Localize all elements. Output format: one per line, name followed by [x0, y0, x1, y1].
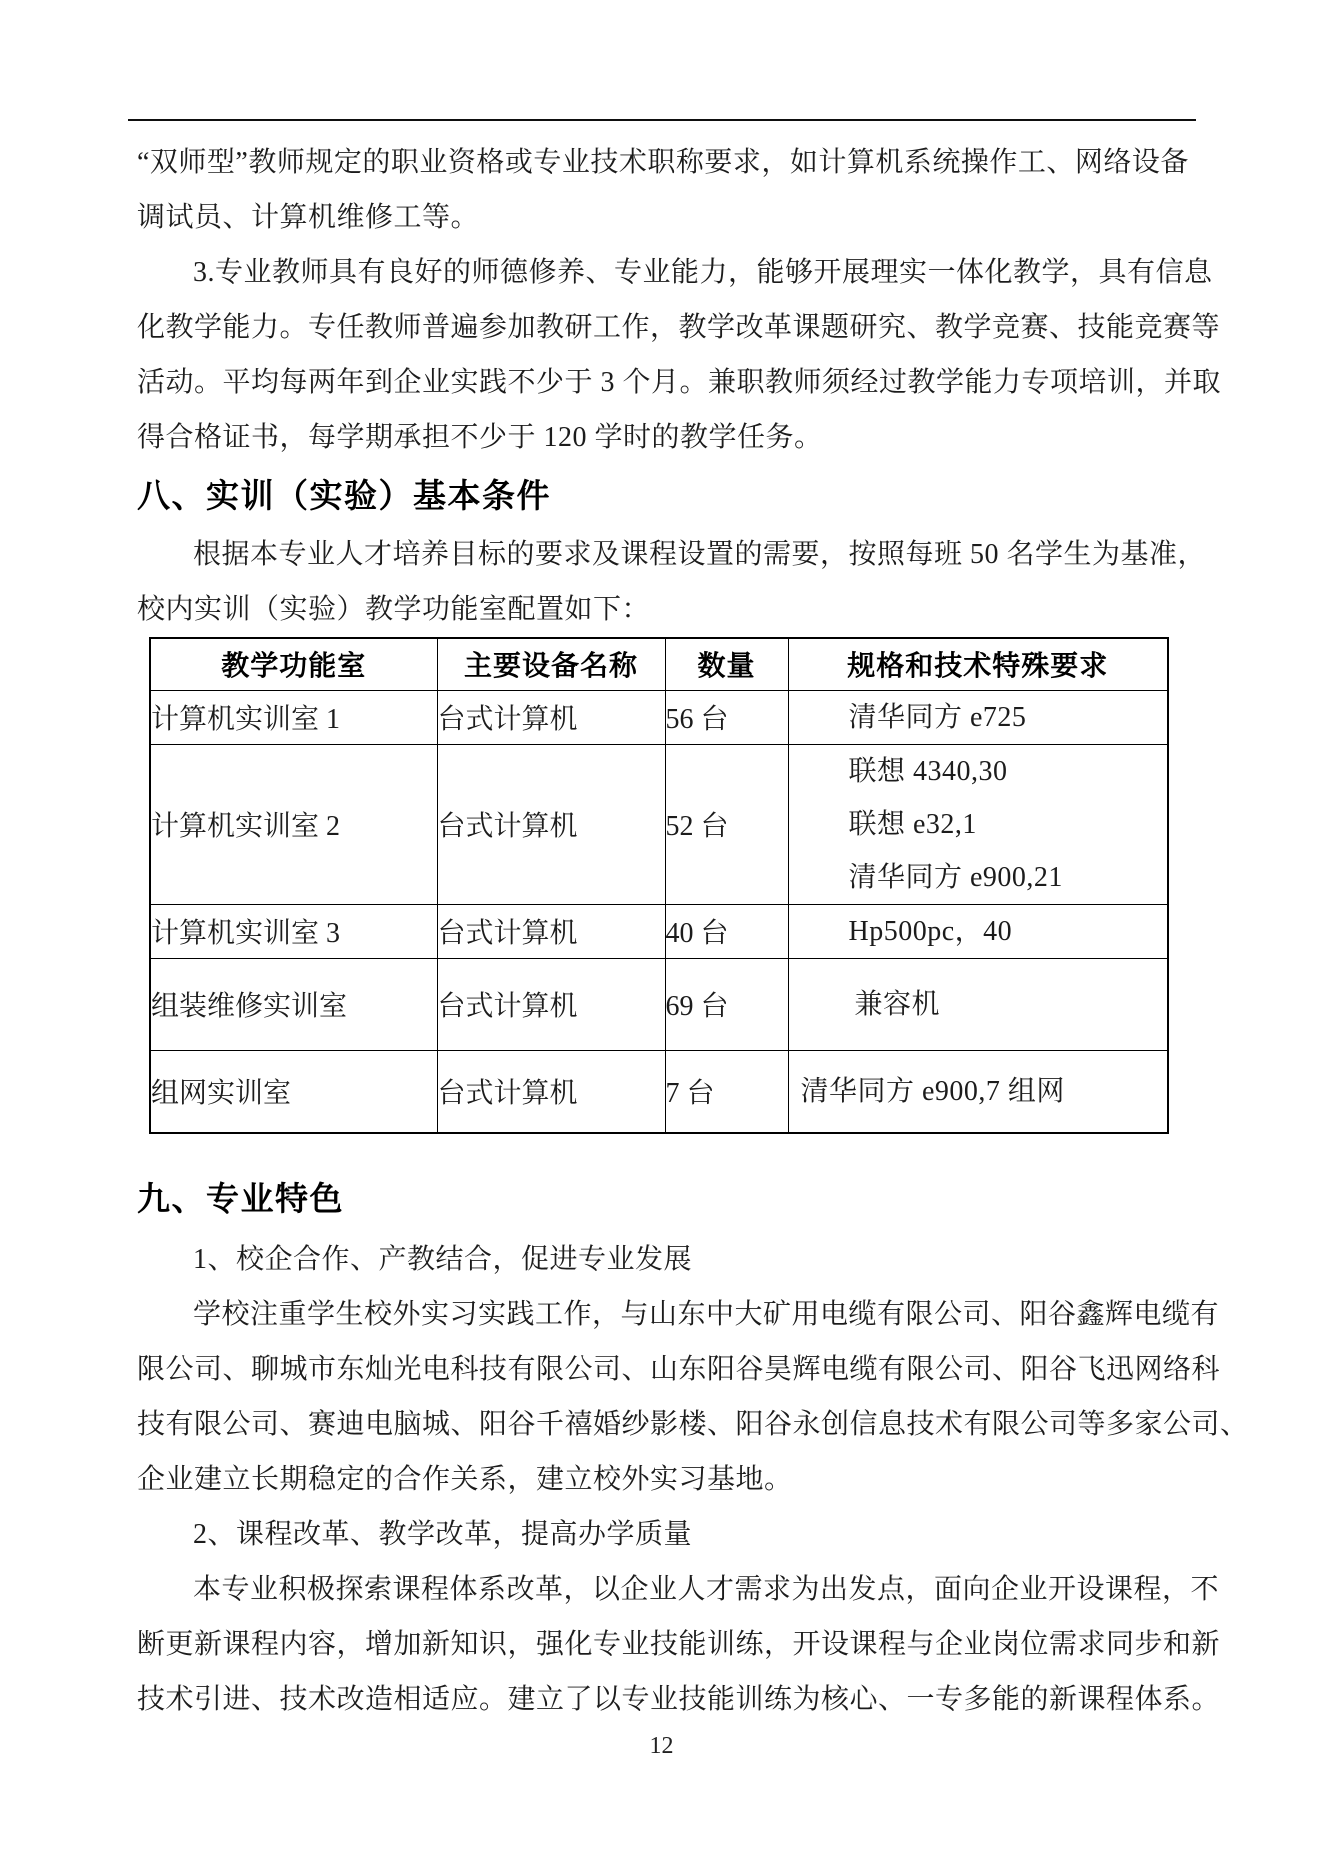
paragraph-line: 企业建立长期稳定的合作关系，建立校外实习基地。 [137, 1464, 793, 1495]
table-header-room: 教学功能室 [150, 638, 437, 690]
table-row [150, 1050, 1168, 1133]
spec-line: Hp500pc，40 [848, 915, 1013, 947]
cell-room: 计算机实训室 3 [150, 904, 437, 958]
page-content [137, 0, 1249, 1727]
paragraph-cooperation-body [137, 1287, 1249, 1507]
paragraph-line: 1、校企合作、产教结合，促进专业发展 [193, 1244, 693, 1275]
spec-line: 清华同方 e725 [848, 701, 1027, 733]
paragraph-line: 化教学能力。专任教师普遍参加教研工作，教学改革课题研究、教学竞赛、技能竞赛等 [137, 312, 1221, 343]
spec-line: 清华同方 e900,21 [848, 861, 1063, 893]
paragraph-line: 根据本专业人才培养目标的要求及课程设置的需要，按照每班 50 名学生为基准， [193, 539, 1207, 570]
spec-line: 清华同方 e900,7 组网 [800, 1075, 1065, 1107]
cell-room: 组装维修实训室 [150, 958, 437, 1050]
cell-room: 组网实训室 [150, 1050, 437, 1133]
cell-qty: 52 台 [665, 744, 788, 904]
paragraph-cooperation-title [137, 1232, 1203, 1287]
cell-room: 计算机实训室 2 [150, 744, 437, 904]
paragraph-line: 技术引进、技术改造相适应。建立了以专业技能训练为核心、一专多能的新课程体系。 [137, 1684, 1221, 1715]
cell-qty: 7 台 [665, 1050, 788, 1133]
paragraph-line: 校内实训（实验）教学功能室配置如下： [137, 594, 651, 625]
spec-line: 联想 e32,1 [848, 808, 977, 840]
cell-qty: 69 台 [665, 958, 788, 1050]
table-row [150, 744, 1168, 904]
section-heading-9: 九、专业特色 [137, 1180, 344, 1217]
paragraph-line: 断更新课程内容，增加新知识，强化专业技能训练，开设课程与企业岗位需求同步和新 [137, 1629, 1221, 1660]
table-header-qty: 数量 [665, 638, 788, 690]
page-header-rule [128, 119, 1196, 121]
paragraph-line: 2、课程改革、教学改革，提高办学质量 [193, 1519, 693, 1550]
cell-device: 台式计算机 [437, 690, 665, 744]
page-number: 12 [649, 1733, 674, 1759]
spec-line: 联想 4340,30 [848, 755, 1008, 787]
paragraph-line: 限公司、聊城市东灿光电科技有限公司、山东阳谷昊辉电缆有限公司、阳谷飞迅网络科 [137, 1354, 1221, 1385]
table-header-spec: 规格和技术特殊要求 [788, 638, 1168, 690]
cell-room: 计算机实训室 1 [150, 690, 437, 744]
paragraph-reform-body [137, 1562, 1221, 1727]
paragraph-table-intro [137, 527, 1207, 637]
cell-spec [788, 1050, 1168, 1133]
cell-device: 台式计算机 [437, 1050, 665, 1133]
cell-device: 台式计算机 [437, 744, 665, 904]
cell-spec [788, 904, 1168, 958]
paragraph-dual-teacher [137, 135, 1203, 245]
paragraph-line: “双师型”教师规定的职业资格或专业技术职称要求，如计算机系统操作工、网络设备 [137, 147, 1189, 178]
table-header-device: 主要设备名称 [437, 638, 665, 690]
table-row [150, 690, 1168, 744]
paragraph-reform-title [137, 1507, 1203, 1562]
cell-qty: 56 台 [665, 690, 788, 744]
cell-qty: 40 台 [665, 904, 788, 958]
paragraph-line: 活动。平均每两年到企业实践不少于 3 个月。兼职教师须经过教学能力专项培训，并取 [137, 367, 1222, 398]
cell-spec [788, 744, 1168, 904]
paragraph-line: 调试员、计算机维修工等。 [137, 202, 480, 233]
paragraph-line: 得合格证书，每学期承担不少于 120 学时的教学任务。 [137, 422, 823, 453]
training-room-table [149, 637, 1169, 1134]
section-heading-8: 八、实训（实验）基本条件 [137, 477, 551, 514]
cell-device: 台式计算机 [437, 958, 665, 1050]
cell-spec [788, 958, 1168, 1050]
paragraph-line: 技有限公司、赛迪电脑城、阳谷千禧婚纱影楼、阳谷永创信息技术有限公司等多家公司、 [137, 1409, 1249, 1440]
cell-device: 台式计算机 [437, 904, 665, 958]
paragraph-teacher-ability [137, 245, 1222, 465]
spec-line: 兼容机 [854, 988, 941, 1020]
paragraph-line: 3.专业教师具有良好的师德修养、专业能力，能够开展理实一体化教学，具有信息 [193, 257, 1213, 288]
cell-spec [788, 690, 1168, 744]
paragraph-line: 学校注重学生校外实习实践工作，与山东中大矿用电缆有限公司、阳谷鑫辉电缆有 [193, 1299, 1220, 1330]
table-header-row [150, 638, 1168, 690]
paragraph-line: 本专业积极探索课程体系改革，以企业人才需求为出发点，面向企业开设课程，不 [193, 1574, 1220, 1605]
table-row [150, 904, 1168, 958]
table-row [150, 958, 1168, 1050]
